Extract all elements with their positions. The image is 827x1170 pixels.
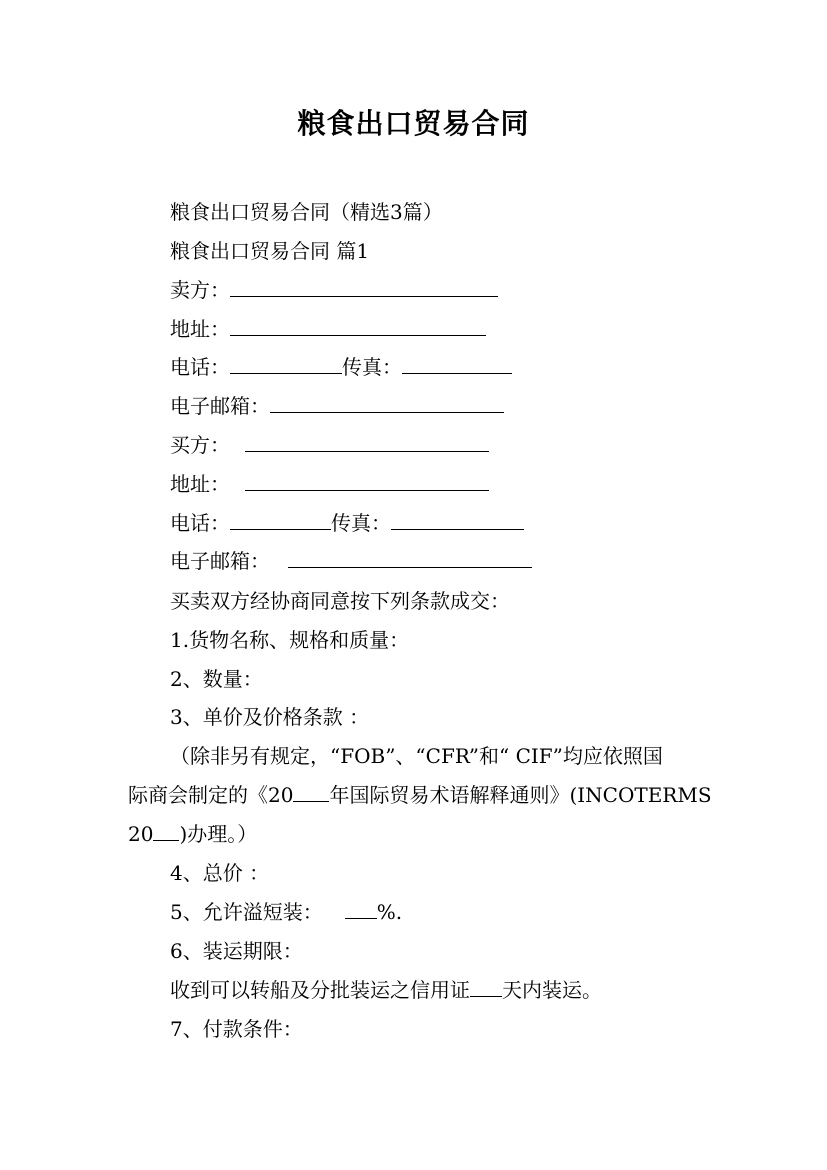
seller-contact-line [170, 355, 512, 379]
seller-label: 卖方： [170, 278, 230, 302]
seller-address-line [170, 317, 486, 341]
buyer-phone-label: 电话： [170, 511, 230, 535]
shipment-part-b: 天内装运。 [502, 978, 602, 1002]
buyer-email-line [170, 549, 532, 573]
seller-email-label: 电子邮箱： [170, 394, 270, 418]
seller-email-line [170, 394, 504, 418]
buyer-fax-label: 传真： [331, 511, 391, 535]
buyer-address-label: 地址： [170, 472, 230, 496]
buyer-email-blank [288, 549, 532, 568]
buyer-phone-blank [230, 511, 331, 530]
clause-7: 7、付款条件： [170, 1017, 303, 1041]
subtitle-line: 粮食出口贸易合同（精选3篇） [170, 200, 443, 224]
clause-6: 6、装运期限： [170, 939, 303, 963]
document-title: 粮食出口贸易合同 [297, 107, 530, 140]
buyer-line [170, 433, 489, 457]
seller-blank [230, 278, 498, 297]
seller-address-label: 地址： [170, 317, 230, 341]
clause-4: 4、总价 ： [170, 861, 270, 885]
buyer-address-blank [245, 472, 489, 491]
seller-phone-blank [230, 355, 342, 374]
part-heading: 粮食出口贸易合同 篇1 [170, 239, 370, 263]
buyer-email-label: 电子邮箱： [170, 549, 270, 573]
seller-address-blank [230, 317, 486, 336]
buyer-address-line [170, 472, 489, 496]
note-l3-part-a: 20 [128, 822, 154, 846]
seller-fax-label: 传真： [342, 355, 402, 379]
clause-5-unit: %. [376, 900, 403, 924]
clause-5 [170, 900, 402, 924]
seller-phone-label: 电话： [170, 355, 230, 379]
clause-2: 2、数量： [170, 667, 263, 691]
clause-3-note-line-2 [128, 783, 712, 807]
year-blank [293, 783, 329, 802]
buyer-fax-blank [391, 511, 524, 530]
year-blank-2 [153, 822, 179, 841]
shipment-part-a: 收到可以转船及分批装运之信用证 [170, 978, 470, 1002]
buyer-contact-line [170, 511, 524, 535]
seller-fax-blank [402, 355, 512, 374]
tolerance-blank [345, 900, 377, 919]
clause-1: 1.货物名称、规格和质量： [170, 628, 410, 652]
seller-line [170, 278, 498, 302]
note-l2-part-b: 年国际贸易术语解释通则》(INCOTERMS [329, 783, 712, 807]
clause-3-note-line-1: （除非另有规定，“FOB”、“CFR”和“ CIF”均应依照国 [170, 744, 663, 768]
seller-email-blank [270, 394, 504, 413]
agreement-line: 买卖双方经协商同意按下列条款成交： [170, 589, 510, 613]
note-l3-part-b: )办理。） [179, 822, 258, 846]
shipment-line [170, 978, 602, 1002]
clause-3-note-line-3 [128, 822, 257, 846]
clause-3: 3、单价及价格条款 ： [170, 705, 370, 729]
buyer-blank [245, 433, 489, 452]
note-l2-part-a: 际商会制定的《20 [128, 783, 294, 807]
days-blank [470, 978, 502, 997]
buyer-label: 买方： [170, 433, 230, 457]
clause-5-label: 5、允许溢短装： [170, 900, 323, 924]
